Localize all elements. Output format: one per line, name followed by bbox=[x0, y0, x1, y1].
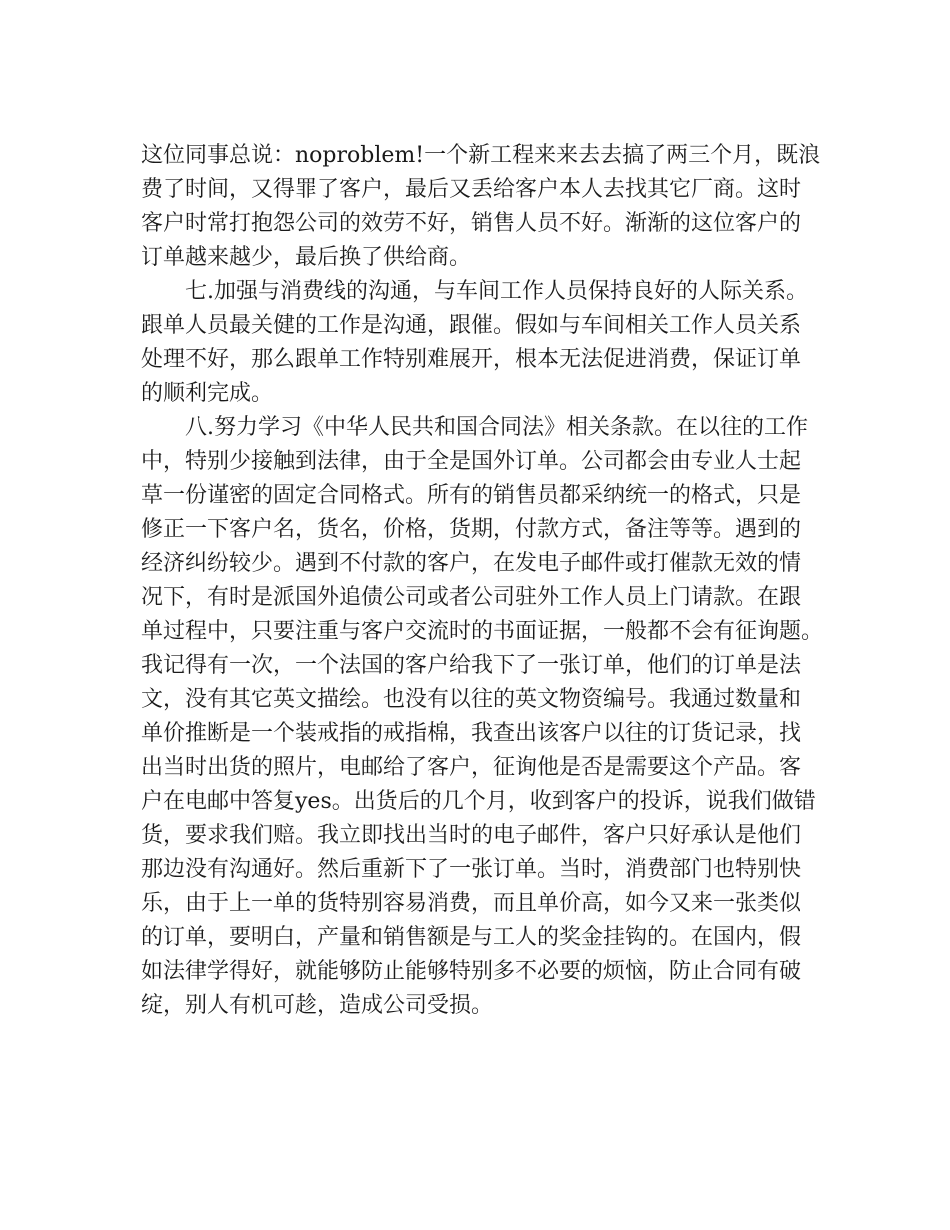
paragraph-line: 中，特别少接触到法律，由于全是国外订单。公司都会由专业人士起 bbox=[141, 449, 802, 474]
paragraph-line: 那边没有沟通好。然后重新下了一张订单。当时，消费部门也特别快 bbox=[141, 857, 802, 882]
paragraph-line: 的顺利完成。 bbox=[141, 381, 274, 406]
paragraph-3 bbox=[141, 411, 824, 1023]
paragraph-line: 客户时常打抱怨公司的效劳不好，销售人员不好。渐渐的这位客户的 bbox=[141, 211, 802, 236]
paragraph-line: 跟单人员最关健的工作是沟通，跟催。假如与车间相关工作人员关系 bbox=[141, 313, 802, 338]
paragraph-2 bbox=[141, 275, 821, 411]
paragraph-line: 这位同事总说：noproblem!一个新工程来来去去搞了两三个月，既浪 bbox=[141, 143, 821, 168]
paragraph-line: 单价推断是一个装戒指的戒指棉，我查出该客户以往的订货记录，找 bbox=[141, 721, 802, 746]
paragraph-line: 八.努力学习《中华人民共和国合同法》相关条款。在以往的工作 bbox=[185, 415, 808, 440]
paragraph-line: 货，要求我们赔。我立即找出当时的电子邮件，客户只好承认是他们 bbox=[141, 823, 802, 848]
paragraph-line: 修正一下客户名，货名，价格，货期，付款方式，备注等等。遇到的 bbox=[141, 517, 802, 542]
paragraph-1 bbox=[141, 139, 821, 275]
paragraph-line: 文，没有其它英文描绘。也没有以往的英文物资编号。我通过数量和 bbox=[141, 687, 802, 712]
paragraph-line: 绽，别人有机可趁，造成公司受损。 bbox=[141, 993, 494, 1018]
paragraph-line: 处理不好，那么跟单工作特别难展开，根本无法促进消费，保证订单 bbox=[141, 347, 802, 372]
paragraph-line: 如法律学得好，就能够防止能够特别多不必要的烦恼，防止合同有破 bbox=[141, 959, 802, 984]
paragraph-line: 乐，由于上一单的货特别容易消费，而且单价高，如今又来一张类似 bbox=[141, 891, 802, 916]
paragraph-line: 户在电邮中答复yes。出货后的几个月，收到客户的投诉，说我们做错 bbox=[141, 789, 816, 814]
paragraph-line: 订单越来越少，最后换了供给商。 bbox=[141, 245, 472, 270]
paragraph-line: 七.加强与消费线的沟通，与车间工作人员保持良好的人际关系。 bbox=[185, 279, 808, 304]
paragraph-line: 的订单，要明白，产量和销售额是与工人的奖金挂钩的。在国内，假 bbox=[141, 925, 802, 950]
paragraph-line: 草一份谨密的固定合同格式。所有的销售员都采纳统一的格式，只是 bbox=[141, 483, 802, 508]
paragraph-line: 单过程中，只要注重与客户交流时的书面证据，一般都不会有征询题。 bbox=[141, 619, 824, 644]
paragraph-line: 况下，有时是派国外追债公司或者公司驻外工作人员上门请款。在跟 bbox=[141, 585, 802, 610]
body-text bbox=[141, 139, 824, 1023]
paragraph-line: 费了时间，又得罪了客户，最后又丢给客户本人去找其它厂商。这时 bbox=[141, 177, 802, 202]
paragraph-line: 我记得有一次，一个法国的客户给我下了一张订单，他们的订单是法 bbox=[141, 653, 802, 678]
paragraph-line: 经济纠纷较少。遇到不付款的客户，在发电子邮件或打催款无效的情 bbox=[141, 551, 802, 576]
paragraph-line: 出当时出货的照片，电邮给了客户，征询他是否是需要这个产品。客 bbox=[141, 755, 802, 780]
